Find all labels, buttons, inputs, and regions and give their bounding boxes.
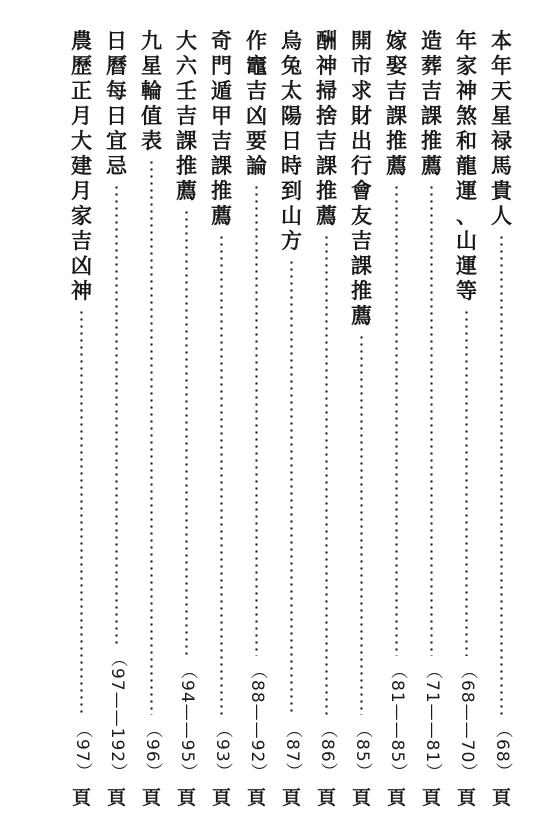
- dot-leader: [360, 334, 363, 715]
- toc-entry-page-suffix: 頁: [71, 787, 91, 809]
- toc-entry-title: 開 市 求 財 出 行 會 友 吉 課 推 薦: [351, 28, 372, 328]
- toc-entry: [243, 28, 270, 808]
- toc-entry-pages: （68）: [492, 721, 512, 781]
- toc-entry-pages: （93）: [212, 721, 232, 781]
- dot-leader: [115, 184, 118, 644]
- toc-entry-pages: （88——92）: [247, 661, 267, 781]
- toc-entry-pages: （71——81）: [422, 661, 442, 781]
- dot-leader: [80, 309, 83, 715]
- toc-entry: [453, 28, 480, 808]
- toc-entry: [68, 28, 95, 808]
- toc-entry: [418, 28, 445, 808]
- dot-leader: [465, 309, 468, 656]
- toc-entry: [383, 28, 410, 808]
- dot-leader: [430, 184, 433, 656]
- toc-entry-page-suffix: 頁: [211, 787, 231, 809]
- toc-entry: [208, 28, 235, 808]
- toc-entry-pages: （96）: [142, 721, 162, 781]
- toc-entry: [173, 28, 200, 808]
- dot-leader: [395, 184, 398, 656]
- toc-entry-title: 本 年 天 星 禄 馬 貴 人: [491, 28, 512, 228]
- dot-leader: [185, 209, 188, 656]
- toc-entry-title: 嫁 娶 吉 課 推 薦: [386, 28, 407, 178]
- toc-entry-pages: （97）: [72, 721, 92, 781]
- toc-entry-title: 酬 神 掃 捨 吉 課 推 薦: [316, 28, 337, 228]
- toc-entry: [488, 28, 515, 808]
- toc-entry-title: 年 家 神 煞 和 龍 運 、 山 運 等: [456, 28, 477, 303]
- toc-entry: [348, 28, 375, 808]
- toc-entry-page-suffix: 頁: [491, 787, 511, 809]
- dot-leader: [500, 234, 503, 715]
- toc-entry-pages: （94——95）: [177, 661, 197, 781]
- toc-entry-page-suffix: 頁: [141, 787, 161, 809]
- toc-entry-title: 造 葬 吉 課 推 薦: [421, 28, 442, 178]
- toc-entry-pages: （81——85）: [387, 661, 407, 781]
- toc-entry-page-suffix: 頁: [176, 787, 196, 809]
- table-of-contents: [68, 28, 515, 808]
- toc-entry-pages: （85）: [352, 721, 372, 781]
- toc-entry-page-suffix: 頁: [386, 787, 406, 809]
- toc-entry-title: 烏 兔 太 陽 日 時 到 山 方: [281, 28, 302, 253]
- toc-entry-page-suffix: 頁: [316, 787, 336, 809]
- toc-entry-pages: （68——70）: [457, 661, 477, 781]
- toc-entry: [278, 28, 305, 808]
- toc-entry: [313, 28, 340, 808]
- toc-entry-pages: （87）: [282, 721, 302, 781]
- toc-entry-page-suffix: 頁: [246, 787, 266, 809]
- toc-entry-title: 作 竈 吉 凶 要 論: [246, 28, 267, 178]
- dot-leader: [150, 159, 153, 715]
- dot-leader: [290, 259, 293, 715]
- toc-entry-page-suffix: 頁: [456, 787, 476, 809]
- toc-entry-page-suffix: 頁: [351, 787, 371, 809]
- dot-leader: [325, 234, 328, 715]
- toc-entry-pages: （86）: [317, 721, 337, 781]
- toc-entry: [103, 28, 130, 808]
- toc-entry-page-suffix: 頁: [281, 787, 301, 809]
- toc-entry-title: 農 歷 正 月 大 建 月 家 吉 凶 神: [71, 28, 92, 303]
- dot-leader: [255, 184, 258, 656]
- toc-entry-page-suffix: 頁: [106, 787, 126, 809]
- toc-entry-title: 日 曆 每 日 宜 忌: [106, 28, 127, 178]
- toc-entry-title: 大 六 壬 吉 課 推 薦: [176, 28, 197, 203]
- toc-entry-page-suffix: 頁: [421, 787, 441, 809]
- dot-leader: [220, 234, 223, 715]
- toc-entry: [138, 28, 165, 808]
- toc-entry-title: 奇 門 遁 甲 吉 課 推 薦: [211, 28, 232, 228]
- toc-entry-title: 九 星 輪 值 表: [141, 28, 162, 153]
- toc-entry-pages: （97——192）: [107, 649, 127, 781]
